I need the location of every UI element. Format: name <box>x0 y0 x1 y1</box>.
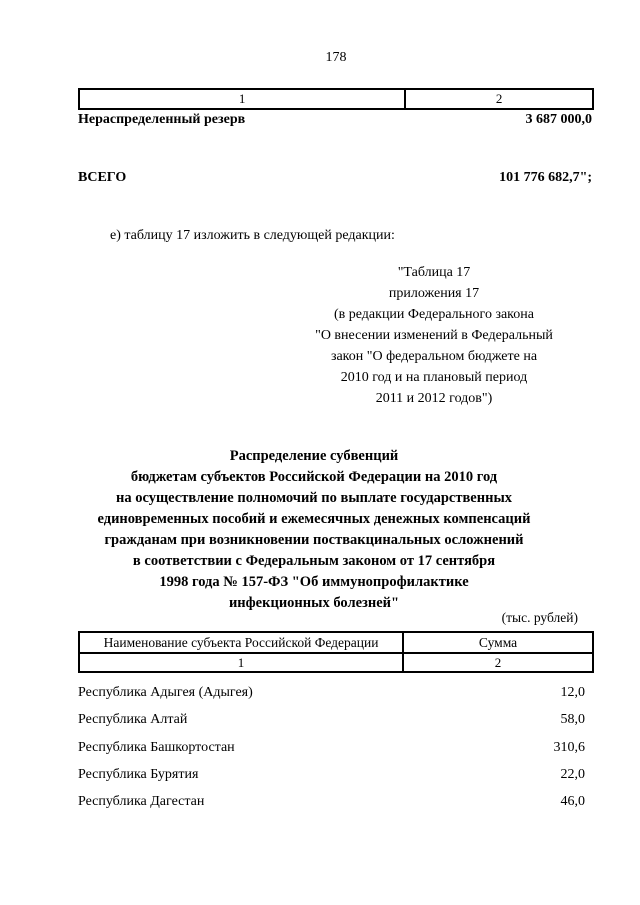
subject-value: 310,6 <box>553 740 585 755</box>
subject-name: Республика Адыгея (Адыгея) <box>78 685 253 700</box>
title-line: бюджетам субъектов Российской Федерации на 2010 год <box>130 469 498 485</box>
top-table-column-header-row <box>78 88 594 110</box>
subventions-table-header <box>78 631 594 673</box>
caption-line: "О внесении изменений в Федеральный <box>315 328 553 343</box>
top-table-col1-number: 1 <box>80 90 406 108</box>
caption-line: (в редакции Федерального закона <box>334 307 534 322</box>
table-row <box>78 740 585 756</box>
caption-line: 2011 и 2012 годов") <box>375 391 493 406</box>
title-line: на осуществление полномочий по выплате государственных <box>115 490 513 506</box>
subject-name: Республика Бурятия <box>78 767 199 782</box>
subventions-column-numbers-row <box>80 652 592 671</box>
table-row <box>78 712 585 728</box>
header-sum: Сумма <box>478 634 518 650</box>
col2-number: 2 <box>494 654 502 670</box>
units-note: (тыс. рублей) <box>501 610 578 625</box>
row-value: 101 776 682,7"; <box>499 170 592 185</box>
table-row <box>78 170 592 186</box>
page-number: 178 <box>325 50 347 65</box>
table-row <box>78 767 585 783</box>
caption-line: "Таблица 17 <box>397 265 471 280</box>
row-label: ВСЕГО <box>78 170 127 185</box>
title-line: в соответствии с Федеральным законом от 17 сентября <box>132 553 496 569</box>
subject-name: Республика Дагестан <box>78 794 205 809</box>
table-row <box>78 685 585 701</box>
subject-name: Республика Башкортостан <box>78 740 235 755</box>
subject-value: 22,0 <box>560 767 585 782</box>
title-line: Распределение субвенций <box>229 448 399 464</box>
caption-line: закон "О федеральном бюджете на <box>330 349 538 364</box>
title-line: единовременных пособий и ежемесячных денежных компенсаций <box>97 511 531 527</box>
caption-line: приложения 17 <box>388 286 480 301</box>
table-row <box>78 794 585 810</box>
row-label: Нераспределенный резерв <box>78 112 246 127</box>
caption-line: 2010 год и на плановый период <box>340 370 528 385</box>
subventions-header-row <box>80 633 592 652</box>
col1-number: 1 <box>80 654 404 671</box>
subject-name: Республика Алтай <box>78 712 188 727</box>
amendment-clause: е) таблицу 17 изложить в следующей редакции: <box>110 228 395 243</box>
title-line: инфекционных болезней" <box>228 595 400 611</box>
table-caption-block <box>288 262 580 409</box>
subject-value: 46,0 <box>560 794 585 809</box>
row-value: 3 687 000,0 <box>525 112 592 127</box>
title-line: гражданам при возникновении поствакцинальных осложнений <box>104 532 524 548</box>
table-row <box>78 112 592 128</box>
header-subject-name: Наименование субъекта Российской Федерации <box>80 633 404 652</box>
title-line: 1998 года № 157-ФЗ "Об иммунопрофилактике <box>159 574 469 590</box>
subject-value: 58,0 <box>560 712 585 727</box>
top-table-col2-number: 2 <box>495 91 503 106</box>
document-title <box>64 446 564 614</box>
subject-value: 12,0 <box>560 685 585 700</box>
